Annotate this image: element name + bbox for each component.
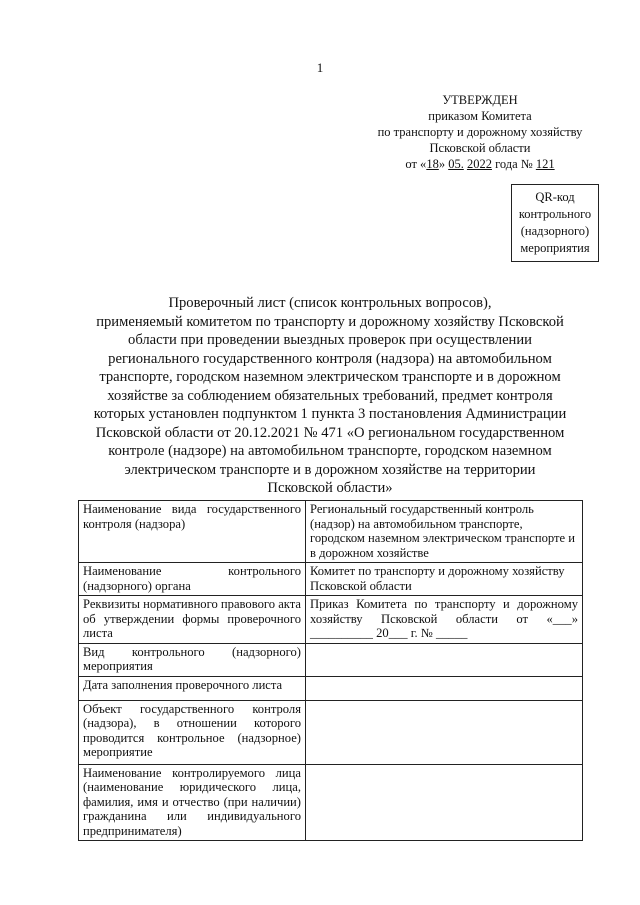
approval-stamp bbox=[340, 92, 620, 172]
title-line: контроле (надзоре) на автомобильном транспорте, городском наземном bbox=[108, 443, 552, 459]
row-value: Комитет по транспорту и дорожному хозяйству Псковской области bbox=[306, 563, 583, 596]
table-row bbox=[79, 643, 583, 676]
page-number: 1 bbox=[316, 60, 324, 75]
qr-line-4: мероприятия bbox=[520, 241, 590, 255]
row-label: Дата заполнения проверочного листа bbox=[79, 676, 306, 700]
order-number: 121 bbox=[535, 157, 555, 171]
date-month: 05. bbox=[448, 157, 464, 171]
row-label: Вид контрольного (надзорного) мероприятия bbox=[79, 643, 306, 676]
row-value[interactable]: Приказ Комитета по транспорту и дорожному хозяйству Псковской области от «___» __________ 20___ г. № _____ bbox=[306, 596, 583, 644]
row-value: Региональный государственный контроль (надзор) на автомобильном транспорте, городском наземном электрическом транспорте и в дорожном хозяйстве bbox=[306, 501, 583, 563]
title-line: Псковской области от 20.12.2021 № 471 «О региональном государственном bbox=[95, 424, 565, 441]
approval-date-line bbox=[340, 156, 620, 172]
title-line: области при проведении выездных проверок при осуществлении bbox=[128, 332, 532, 348]
date-prefix: от « bbox=[405, 157, 427, 171]
title-line: электрическом транспорте и в дорожном хозяйстве на территории bbox=[124, 461, 536, 478]
row-label: Наименование контрольного (надзорного) органа bbox=[79, 563, 306, 596]
qr-line-3: (надзорного) bbox=[520, 224, 590, 238]
date-day: 18 bbox=[426, 157, 439, 171]
title-line: регионального государственного контроля (надзора) на автомобильном bbox=[108, 350, 552, 367]
date-year: 2022 bbox=[466, 157, 492, 171]
title-line: транспорте, городском наземном электрическом транспорте и в дорожном bbox=[99, 369, 561, 385]
row-label: Реквизиты нормативного правового акта об утверждении формы проверочного листа bbox=[79, 596, 306, 644]
row-value-empty[interactable] bbox=[306, 700, 583, 764]
row-label: Наименование контролируемого лица (наименование юридического лица, фамилия, имя и отчество (при наличии) гражданина или индивидуального предпринимателя) bbox=[79, 764, 306, 841]
table-row bbox=[79, 700, 583, 764]
title-line: применяемый комитетом по транспорту и дорожному хозяйству Псковской bbox=[96, 313, 564, 330]
qr-code-placeholder bbox=[511, 184, 599, 262]
qr-line-1: QR-код bbox=[535, 190, 575, 204]
row-value-empty[interactable] bbox=[306, 764, 583, 841]
row-label: Объект государственного контроля (надзора), в отношении которого проводится контрольное (надзорное) мероприятие bbox=[79, 700, 306, 764]
document-title bbox=[78, 294, 582, 498]
row-label: Наименование вида государственного контроля (надзора) bbox=[79, 501, 306, 563]
table-row bbox=[79, 764, 583, 841]
table-row bbox=[79, 596, 583, 644]
date-sep: » bbox=[438, 157, 449, 171]
approval-order-line: приказом Комитета bbox=[428, 109, 532, 123]
title-line: Проверочный лист (список контрольных вопросов), bbox=[168, 295, 492, 311]
row-value-empty[interactable] bbox=[306, 676, 583, 700]
title-line: Псковской области» bbox=[267, 480, 393, 496]
approval-region-line: Псковской области bbox=[429, 141, 531, 155]
row-value-empty[interactable] bbox=[306, 643, 583, 676]
table-row bbox=[79, 563, 583, 596]
date-suffix: года № bbox=[491, 157, 536, 171]
table-row bbox=[79, 676, 583, 700]
inspection-form-table bbox=[78, 500, 583, 841]
approval-committee-line: по транспорту и дорожному хозяйству bbox=[377, 125, 583, 139]
table-row bbox=[79, 501, 583, 563]
title-line: хозяйстве за соблюдением обязательных требований, предмет контроля bbox=[107, 387, 553, 404]
title-line: которых установлен подпунктом 1 пункта 3 постановления Администрации bbox=[93, 406, 567, 422]
approval-heading: УТВЕРЖДЕН bbox=[442, 93, 518, 107]
qr-line-2: контрольного bbox=[518, 207, 592, 221]
